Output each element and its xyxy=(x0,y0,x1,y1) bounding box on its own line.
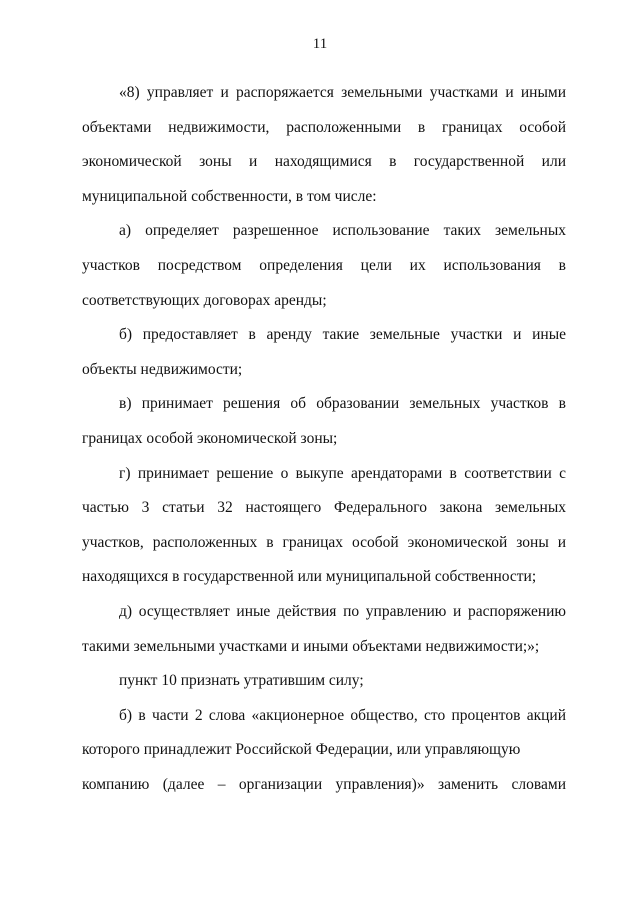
paragraph-item-b2: б) в части 2 слова «акционерное общество, сто процентов акций которого принадлежит Российской Федерации, или управляющую xyxy=(82,706,566,759)
paragraph-item-10: пункт 10 признать утратившим силу; xyxy=(119,672,364,690)
page-number: 11 xyxy=(312,36,328,52)
paragraph-item-a: а) определяет разрешенное использование таких земельных участков посредством определения цели их использования в соответствующих договорах аренды; xyxy=(82,222,566,309)
document-body xyxy=(82,76,566,802)
paragraph-continuation: компанию (далее – организации управления)» заменить словами xyxy=(82,775,566,793)
paragraph-item-v: в) принимает решения об образовании земельных участков в границах особой экономической зоны; xyxy=(82,395,566,447)
paragraph-item-d: д) осуществляет иные действия по управлению и распоряжению такими земельными участками и иными объектами недвижимости;»; xyxy=(82,602,566,655)
paragraph-item-8: «8) управляет и распоряжается земельными участками и иными объектами недвижимости, расположенными в границах особой экономической зоны и находящимися в государственной или муниципальной собственности, в том числе: xyxy=(82,84,566,205)
paragraph-item-g: г) принимает решение о выкупе арендаторами в соответствии с частью 3 статьи 32 настоящего Федерального закона земельных участков, расположенных в границах особой экономической зоны и находящихся в государственной или муниципальной собственности; xyxy=(82,464,566,586)
paragraph-item-b: б) предоставляет в аренду такие земельные участки и иные объекты недвижимости; xyxy=(82,326,566,378)
